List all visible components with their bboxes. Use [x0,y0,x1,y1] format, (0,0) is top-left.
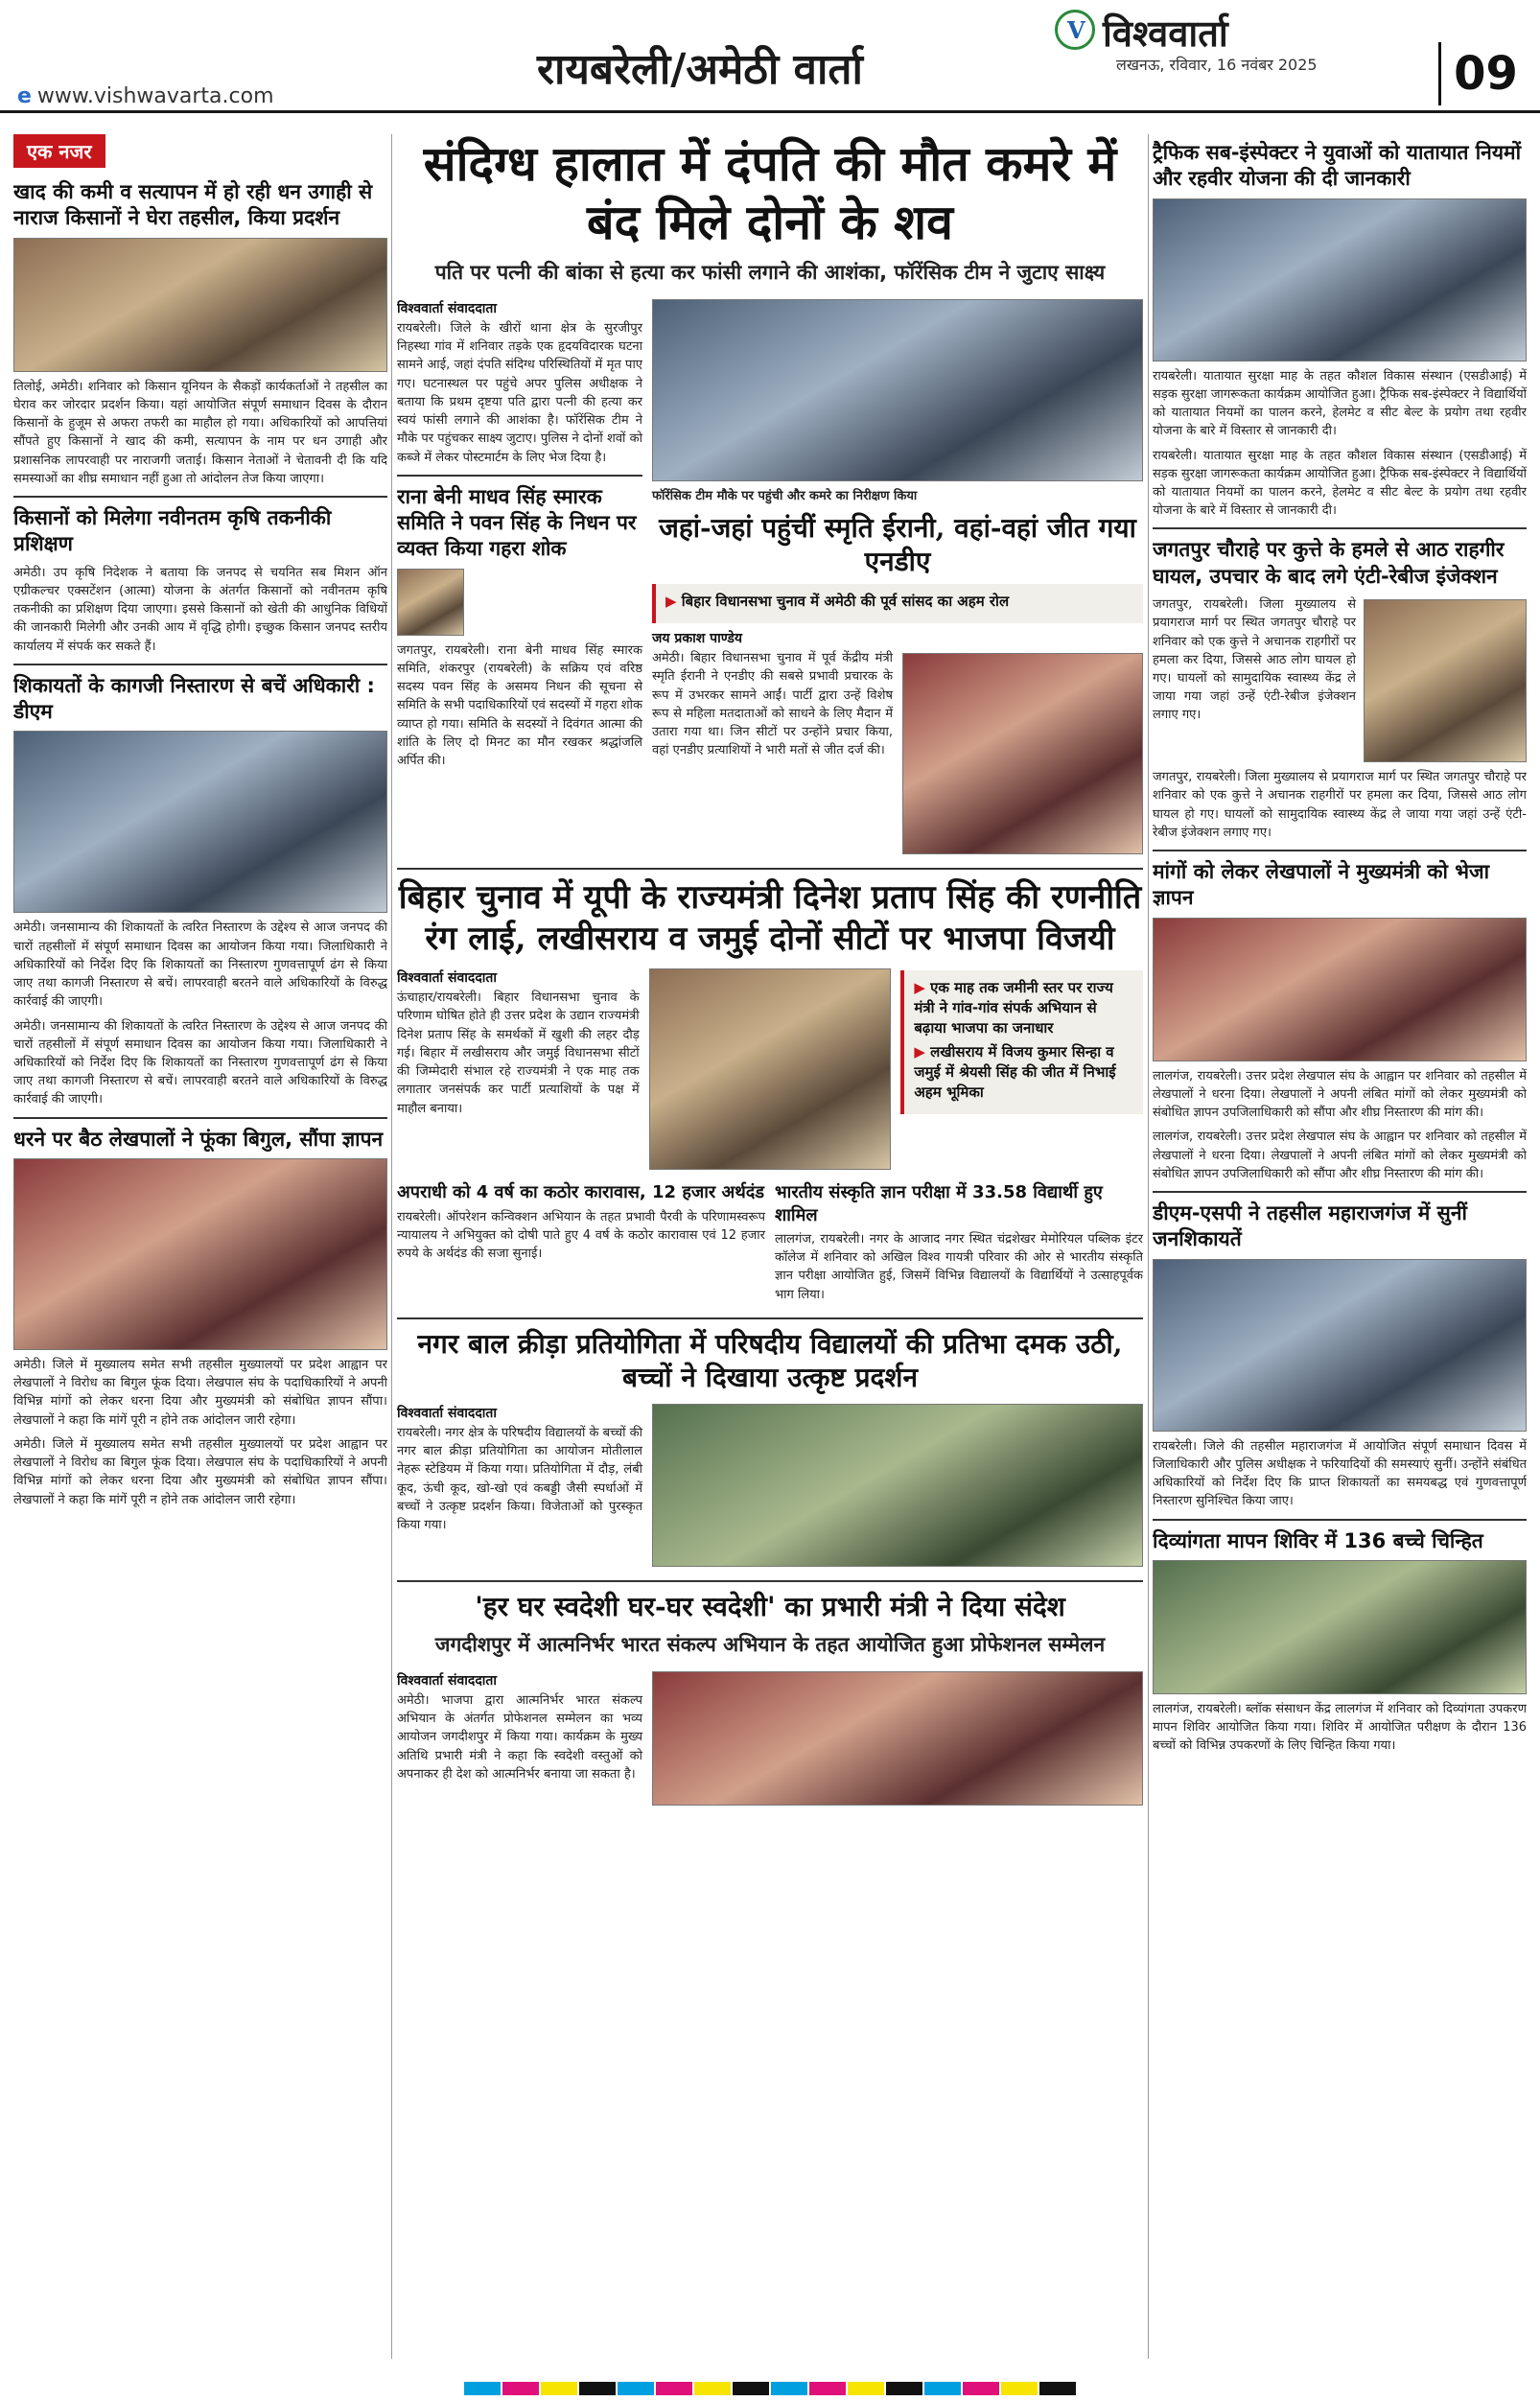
byline: विश्ववार्ता संवाददाता [397,301,498,316]
khel-story [397,1400,1143,1573]
byline: विश्ववार्ता संवाददाता [397,1405,498,1421]
article-body: अमेठी। जनसामान्य की शिकायतों के त्वरित निस्तारण के उद्देश्य से आज जनपद की चारों तहसीलों में संपूर्ण समाधान दिवस का आयोजन किया गया। जिलाधिकारी ने अधिकारियों को निर्देश दिए कि शिकायतों का निस्तारण गुणवत्तापूर्ण ढंग से किया जाए तथा कागजी निस्तारण से बचें। लापरवाही बरतने वाले अधिकारियों के विरुद्ध कार्रवाई की जाएगी। [13,921,387,1010]
article-subheadline: जगदीशपुर में आत्मनिर्भर भारत संकल्प अभियान के तहत आयोजित हुआ प्रोफेशनल सम्मेलन [434,1632,1106,1656]
article-photo [1364,599,1527,762]
masthead [0,0,1540,113]
divider [1153,1191,1527,1193]
highlight-item: ▶ बिहार विधानसभा चुनाव में अमेठी की पूर्व सांसद का अहम रोल [665,592,1133,612]
highlight-item: ▶ लखीसराय में विजय कुमार सिन्हा व जमुई में श्रेयसी सिंह की जीत में निभाई अहम भूमिका [914,1042,1133,1103]
article-headline: डीएम-एसपी ने तहसील महाराजगंज में सुनीं जनशिकायतें [1153,1201,1467,1251]
article-body: रायबरेली। नगर क्षेत्र के परिषदीय विद्यालयों के बच्चों की नगर बाल क्रीड़ा प्रतियोगिता का आयोजन मोतीलाल नेहरू स्टेडियम में किया गया। प्रतियोगिता में दौड़, लंबी कूद, ऊंची कूद, खो-खो एवं कबड्डी जैसी स्पर्धाओं में बच्चों ने उत्कृष्ट प्रदर्शन किया। विजेताओं को पुरस्कृत किया गया। [397,1425,643,1533]
print-color-bar [0,2376,1540,2401]
browser-e-icon: e [17,84,32,108]
divider [397,475,642,477]
left-column [13,134,387,2359]
page-number: 09 [1438,42,1530,105]
article-headline: अपराधी को 4 वर्ष का कठोर कारावास, 12 हजार अर्थदंड [397,1182,764,1203]
lead-headline: संदिग्ध हालात में दंपति की मौत कमरे में बंद मिले दोनों के शव [423,135,1117,250]
article-body: तिलोई, अमेठी। शनिवार को किसान यूनियन के सैकड़ों कार्यकर्ताओं ने तहसील का घेराव कर जोरदार प्रदर्शन किया। यहां आयोजित संपूर्ण समाधान दिवस के दौरान किसानों के हुजूम से अफरा तफरी का माहौल हो गया। अधिकारियों को आपत्तियां सौंपते हुए किसानों ने खाद की कमी, सत्यापन के नाम पर धन उगाही और प्रशासनिक लापरवाही पर नाराजगी जताई। किसान नेताओं ने चेतावनी दी कि यदि समस्याओं का शीघ्र समाधान नहीं हुआ तो आंदोलन तेज किया जाएगा। [13,379,387,486]
byline: विश्ववार्ता संवाददाता [397,970,498,987]
photo-caption: फॉरेंसिक टीम मौके पर पहुंची और कमरे का निरीक्षण किया [652,489,918,503]
article-photo [652,1404,1143,1567]
column-divider [1148,134,1149,2359]
article-photo [1153,918,1527,1061]
article-headline: किसानों को मिलेगा नवीनतम कृषि तकनीकी प्रशिक्षण [13,506,332,556]
article-headline: दिव्यांगता मापन शिविर में 136 बच्चे चिन्हित [1153,1528,1483,1552]
article-body: रायबरेली। जिले की तहसील महाराजगंज में आयोजित संपूर्ण समाधान दिवस में जिलाधिकारी और पुलिस अधीक्षक ने फरियादियों की समस्याएं सुनीं। उन्होंने संबंधित अधिकारियों को निर्देश दिए कि प्राप्त शिकायतों का समयबद्ध एवं गुणवत्तापूर्ण निस्तारण सुनिश्चित किया जाए। [1153,1438,1527,1509]
article-headline: शिकायतों के कागजी निस्तारण से बचें अधिकारी : डीएम [13,673,375,724]
article-body: अमेठी। जिले में मुख्यालय समेत सभी तहसील मुख्यालयों पर प्रदेश आह्वान पर लेखपालों ने विरोध का बिगुल फूंक दिया। लेखपाल संघ के पदाधिकारियों ने अपनी विभिन्न मांगों को लेकर धरना दिया और मुख्यमंत्री को संबोधित ज्ञापन सौंपा। लेखपालों ने कहा कि मांगें पूरी न होने तक आंदोलन जारी रहेगा। [13,1436,387,1507]
article-photo [1153,1560,1527,1694]
byline: जय प्रकाश पाण्डेय [652,631,742,647]
article-body: लालगंज, रायबरेली। नगर के आजाद नगर स्थित चंद्रशेखर मेमोरियल पब्लिक इंटर कॉलेज में शनिवार को अखिल विश्व गायत्री परिवार की ओर से भारतीय संस्कृति ज्ञान परीक्षा आयोजित हुई, जिसमें विभिन्न विद्यालयों के विद्यार्थियों ने उत्साहपूर्वक भाग लिया। [775,1232,1143,1302]
article-headline: भारतीय संस्कृति ज्ञान परीक्षा में 33.58 विद्यार्थी हुए शामिल [775,1182,1103,1225]
highlight-box [900,970,1143,1114]
article-headline: नगर बाल क्रीड़ा प्रतियोगिता में परिषदीय विद्यालयों की प्रतिभा दमक उठी, बच्चों ने दिखाया उत्कृष्ट प्रदर्शन [417,1327,1123,1393]
article-body: जगतपुर, रायबरेली। जिला मुख्यालय से प्रयागराज मार्ग पर स्थित जगतपुर चौराहे पर शनिवार को एक कुत्ते ने अचानक राहगीरों पर हमला कर दिया, जिससे आठ लोग घायल हो गए। घायलों को सामुदायिक स्वास्थ्य केंद्र ले जाया गया जहां उन्हें एंटी-रेबीज इंजेक्शन लगाए गए। [1153,770,1527,840]
lead-story [397,295,1143,860]
article-headline: धरने पर बैठ लेखपालों ने फूंका बिगुल, सौंपा ज्ञापन [13,1127,384,1151]
article-photo [902,653,1143,854]
article-body: अमेठी। उप कृषि निदेशक ने बताया कि जनपद से चयनित सब मिशन ऑन एग्रीकल्चर एक्सटेंशन (आत्मा) योजना के अंतर्गत किसानों को नवीनतम कृषि तकनीकी का प्रशिक्षण दिया जाएगा। इससे किसानों को खेती की आधुनिक विधियों की जानकारी मिलेगी और उनकी आय में वृद्धि होगी। इच्छुक किसान जनपद स्तरीय कार्यालय में संपर्क कर सकते हैं। [13,565,387,654]
middle-column [397,134,1143,2359]
divider [1153,527,1527,529]
section-title: रायबरेली/अमेठी वार्ता [537,45,863,94]
divider [397,1580,1143,1582]
article-body: लालगंज, रायबरेली। ब्लॉक संसाधन केंद्र लालगंज में शनिवार को दिव्यांगता उपकरण मापन शिविर आयोजित किया गया। शिविर में आयोजित परीक्षण के दौरान 136 बच्चों को विभिन्न उपकरणों के लिए चिन्हित किया गया। [1153,1701,1527,1754]
article-photo [1153,198,1527,361]
divider [1153,850,1527,851]
section-tag: एक नजर [13,134,105,168]
article-photo [13,1158,387,1350]
article-headline: राना बेनी माधव सिंह स्मारक समिति ने पवन सिंह के निधन पर व्यक्त किया गहरा शोक [397,484,637,561]
article-body: रायबरेली। यातायात सुरक्षा माह के तहत कौशल विकास संस्थान (एसडीआई) में सड़क सुरक्षा जागरूकता कार्यक्रम आयोजित हुआ। ट्रैफिक सब-इंस्पेक्टर ने विद्यार्थियों को यातायात नियमों का पालन करने, हेलमेट व सीट बेल्ट के प्रयोग तथा रहवीर योजना के बारे में विस्तार से जानकारी दी। [1153,448,1527,519]
column-divider [391,134,392,2359]
article-headline: जगतपुर चौराहे पर कुत्ते के हमले से आठ राहगीर घायल, उपचार के बाद लगे एंटी-रेबीज इंजेक्शन [1153,538,1505,588]
article-body: लालगंज, रायबरेली। उत्तर प्रदेश लेखपाल संघ के आह्वान पर शनिवार को तहसील में लेखपालों ने धरना दिया। लेखपालों ने अपनी लंबित मांगों को लेकर मुख्यमंत्री को संबोधित ज्ञापन उपजिलाधिकारी को सौंपा और शीघ्र निस्तारण की मांग की। [1153,1130,1527,1181]
minister-portrait [649,968,892,1170]
article-body: ऊंचाहार/रायबरेली। बिहार विधानसभा चुनाव के परिणाम घोषित होते ही उत्तर प्रदेश के उद्यान राज्यमंत्री दिनेश प्रताप सिंह के समर्थकों में खुशी की लहर दौड़ गई। बिहार में लखीसराय और जमुई विधानसभा सीटों की जिम्मेदारी संभाल रहे राज्यमंत्री ने एक माह तक लगातार जनसंपर्क कर पार्टी प्रत्याशियों के पक्ष में माहौल बनाया। [397,991,640,1116]
portrait-photo [397,569,464,636]
divider [397,868,1143,870]
article-headline: ट्रैफिक सब-इंस्पेक्टर ने युवाओं को यातायात नियमों और रहवीर योजना की दी जानकारी [1153,141,1522,191]
brand-logo-icon [1055,10,1095,50]
highlight-box [652,584,1143,623]
article-photo [13,238,387,372]
bihar-story [397,965,1143,1176]
article-headline: मांगों को लेकर लेखपालों ने मुख्यमंत्री को भेजा ज्ञापन [1153,860,1490,910]
lead-subheadline: पति पर पत्नी की बांका से हत्या कर फांसी लगाने की आशंका, फॉरेंसिक टीम ने जुटाए साक्ष्य [434,261,1106,284]
site-url[interactable]: e www.vishwavarta.com [17,84,274,108]
byline: विश्ववार्ता संवाददाता [397,1672,498,1689]
right-column [1153,134,1527,2359]
article-body: अमेठी। जनसामान्य की शिकायतों के त्वरित निस्तारण के उद्देश्य से आज जनपद की चारों तहसीलों में संपूर्ण समाधान दिवस का आयोजन किया गया। जिलाधिकारी ने अधिकारियों को निर्देश दिए कि शिकायतों का निस्तारण गुणवत्तापूर्ण ढंग से किया जाए तथा कागजी निस्तारण से बचें। लापरवाही बरतने वाले अधिकारियों के विरुद्ध कार्रवाई की जाएगी। [13,1018,387,1107]
article-headline: खाद की कमी व सत्यापन में हो रही धन उगाही से नाराज किसानों ने घेरा तहसील, किया प्रदर्शन [13,180,373,230]
highlight-item: ▶ एक माह तक जमीनी स्तर पर राज्य मंत्री ने गांव-गांव संपर्क अभियान से बढ़ाया भाजपा का जनाधार [914,978,1133,1038]
article-photo [13,731,387,913]
article-photo [652,1671,1143,1806]
article-body: लालगंज, रायबरेली। उत्तर प्रदेश लेखपाल संघ के आह्वान पर शनिवार को तहसील में लेखपालों ने धरना दिया। लेखपालों ने अपनी लंबित मांगों को लेकर मुख्यमंत्री को संबोधित ज्ञापन उपजिलाधिकारी को सौंपा और शीघ्र निस्तारण की मांग की। [1153,1068,1527,1121]
article-body: रायबरेली। जिले के खीरों थाना क्षेत्र के सुरजीपुर निहस्था गांव में शनिवार तड़के एक हृदयविदारक घटना सामने आई, जहां दंपति संदिग्ध परिस्थितियों में मृत पाए गए। घटनास्थल पर पहुंचे अपर पुलिस अधीक्षक ने बताया कि प्रथम दृष्टया पति द्वारा पत्नी की हत्या कर स्वयं फांसी लगाने की आशंका है। फॉरेंसिक टीम ने मौके पर पहुंचकर साक्ष्य जुटाए। पुलिस ने दोनों शवों को कब्जे में लेकर पोस्टमार्टम के लिए भेज दिया है। [397,321,642,465]
article-headline: बिहार चुनाव में यूपी के राज्यमंत्री दिनेश प्रताप सिंह की रणनीति रंग लाई, लखीसराय व जमुई दोनों सीटों पर भाजपा विजयी [398,878,1142,958]
article-headline: 'हर घर स्वदेशी घर-घर स्वदेशी' का प्रभारी मंत्री ने दिया संदेश [475,1590,1065,1622]
article-headline: जहां-जहां पहुंचीं स्मृति ईरानी, वहां-वहां जीत गया एनडीए [659,512,1136,578]
article-body: अमेठी। जिले में मुख्यालय समेत सभी तहसील मुख्यालयों पर प्रदेश आह्वान पर लेखपालों ने विरोध का बिगुल फूंक दिया। लेखपाल संघ के पदाधिकारियों ने अपनी विभिन्न मांगों को लेकर धरना दिया और मुख्यमंत्री को संबोधित ज्ञापन सौंपा। लेखपालों ने कहा कि मांगें पूरी न होने तक आंदोलन जारी रहेगा। [13,1358,387,1428]
lead-photo [652,299,1143,481]
divider [1153,1519,1527,1521]
divider [13,664,387,665]
swadeshi-story [397,1667,1143,1811]
article-body: जगतपुर, रायबरेली। राना बेनी माधव सिंह स्मारक समिति, शंकरपुर (रायबरेली) के सक्रिय एवं वरिष्ठ सदस्य पवन सिंह के असमय निधन की सूचना से समिति के सभी पदाधिकारियों एवं सदस्यों में गहरा शोक व्याप्त हो गया। समिति के सदस्यों ने दिवंगत आत्मा की शांति के लिए दो मिनट का मौन रखकर श्रद्धांजलि अर्पित की। [397,642,642,769]
brand-name: विश्ववार्ता [1103,12,1228,55]
edition-date: लखनऊ, रविवार, 16 नवंबर 2025 [1116,56,1318,74]
article-body: रायबरेली। ऑपरेशन कन्विक्शन अभियान के तहत प्रभावी पैरवी के परिणामस्वरूप न्यायालय ने अभियुक्त को दोषी पाते हुए 4 वर्ष के कठोर कारावास एवं 12 हजार रुपये के अर्थदंड की सजा सुनाई। [397,1209,765,1262]
divider [13,496,387,498]
article-body: अमेठी। बिहार विधानसभा चुनाव में पूर्व केंद्रीय मंत्री स्मृति ईरानी ने एनडीए की सबसे प्रभावी प्रचारक के रूप में उभरकर सामने आईं। पार्टी द्वारा उन्हें विशेष रूप से महिला मतदाताओं को साधने के लिए मैदान में उतारा गया था। जिन सीटों पर उन्होंने प्रचार किया, वहां एनडीए प्रत्याशियों ने भारी मतों से जीत दर्ज की। [652,651,893,758]
article-body: रायबरेली। यातायात सुरक्षा माह के तहत कौशल विकास संस्थान (एसडीआई) में सड़क सुरक्षा जागरूकता कार्यक्रम आयोजित हुआ। ट्रैफिक सब-इंस्पेक्टर ने विद्यार्थियों को यातायात नियमों का पालन करने, हेलमेट व सीट बेल्ट के प्रयोग तथा रहवीर योजना के बारे में विस्तार से जानकारी दी। [1153,368,1527,439]
article-body: जगतपुर, रायबरेली। जिला मुख्यालय से प्रयागराज मार्ग पर स्थित जगतपुर चौराहे पर शनिवार को एक कुत्ते ने अचानक राहगीरों पर हमला कर दिया, जिससे आठ लोग घायल हो गए। घायलों को सामुदायिक स्वास्थ्य केंद्र ले जाया गया जहां उन्हें एंटी-रेबीज इंजेक्शन लगाए गए। [1153,597,1356,723]
divider [397,1317,1143,1319]
article-body: अमेठी। भाजपा द्वारा आत्मनिर्भर भारत संकल्प अभियान के अंतर्गत प्रोफेशनल सम्मेलन का भव्य आयोजन जगदीशपुर में किया गया। कार्यक्रम के मुख्य अतिथि प्रभारी मंत्री ने कहा कि स्वदेशी वस्तुओं को अपनाकर ही देश को आत्मनिर्भर बनाया जा सकता है। [397,1692,642,1782]
article-photo [1153,1259,1527,1432]
divider [13,1117,387,1119]
